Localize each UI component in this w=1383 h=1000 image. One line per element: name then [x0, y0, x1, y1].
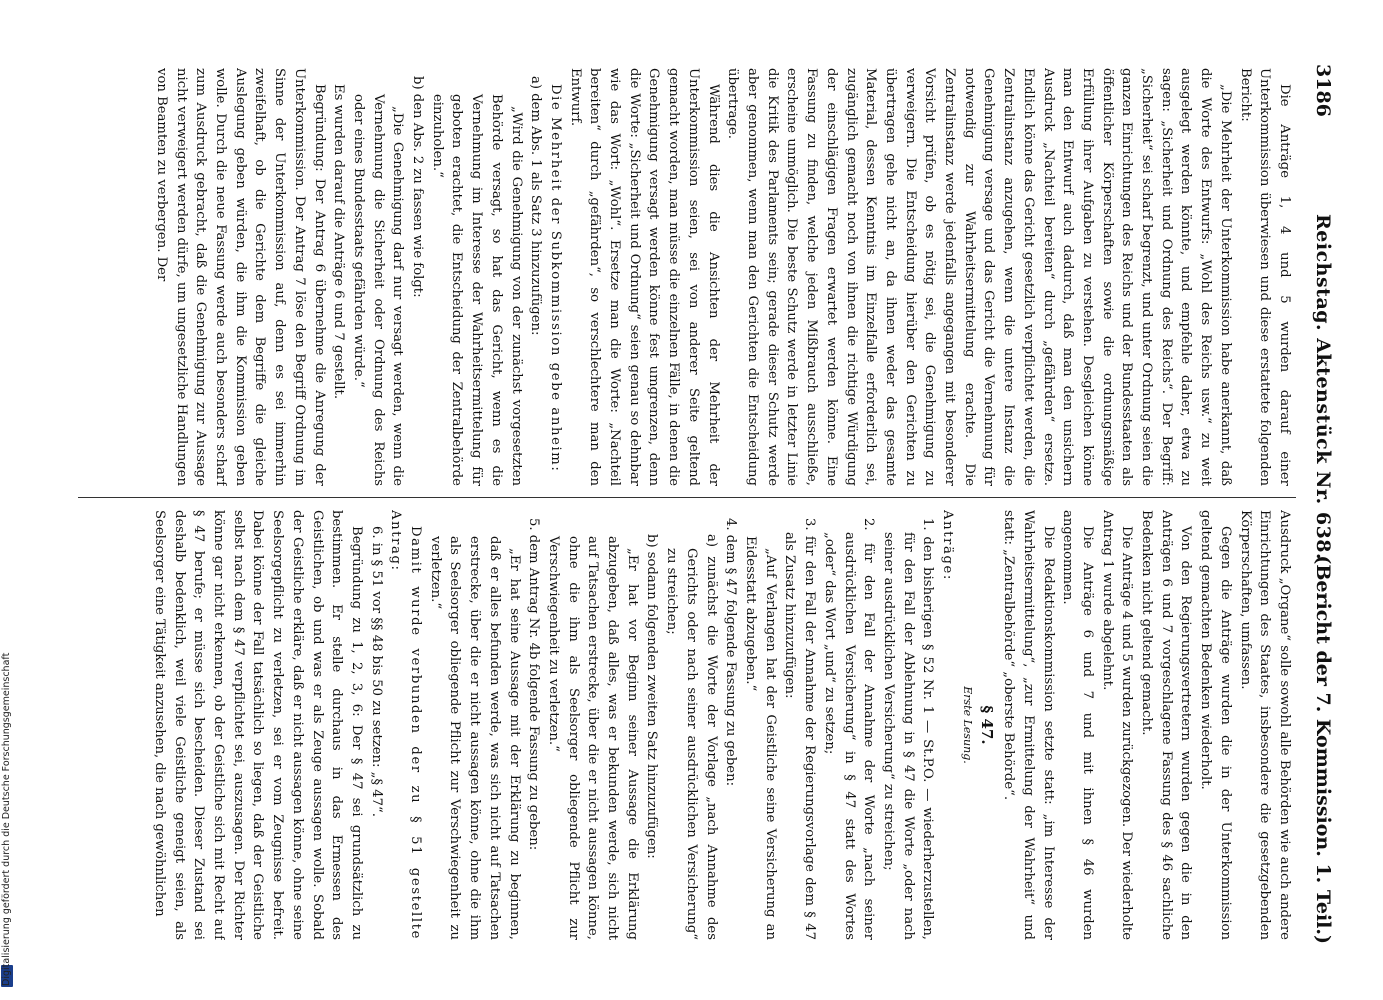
paragraph: Anträge:: [940, 510, 956, 581]
paragraph: Die Mehrheit der Subkommission gebe anheim:: [547, 84, 563, 473]
paragraph: Damit wurde verbunden der zu § 51 gestellte Antrag:: [388, 510, 424, 940]
paragraph: „Die Mehrheit der Unterkommission habe anerkannt, daß die Worte des Entwurfs: „Wohl des Reichs usw.“ zu weit ausgelegt werden könnte, und empfehle daher, etwa zu sagen: „Sicherheit und Ordnung des Reichs“. Der Begriff: „Sicherheit“ sei scharf begrenzt, und unter Ordnung seien die ganzen Einrichtungen des Reichs und der Bundesstaaten als öffentlicher Körperschaften sowie die ordnungsmäßige Erfüllung ihrer Aufgaben zu verstehen. Desgleichen könne man den Entwurf auch dadurch, daß man den unsichern Ausdruck „Nachteil bereiten“ durch „gefährden“ ersetze. Endlich könne das Gericht gesetzlich verpflichtet werden, die Zentralinstanz anzugehen, wenn die untere Instanz die Genehmigung versage und das Gericht die Vernehmung für notwendig zur Wahrheitsermittelung erachte. Die Zentralinstanz werde jedenfalls angegangen mit besonderer Vorsicht prüfen, ob es nötig sei, die Genehmigung zu verweigern. Die Entscheidung hierüber den Gerichten zu übertragen gehe nicht an, da ihnen weder das gesamte Material, dessen Kenntnis im Einzelfalle erforderlich sei, zugänglich gemacht noch von ihnen die richtige Würdigung der einschlägigen Fragen erwartet werden könne. Eine Fassung zu finden, welche jeden Mißbrauch ausschließe, erscheine unmöglich. Die beste Schutz werde in letzter Linie die Kritik des Parlaments sein; gerade dieser Schutz werde aber genommen, wenn man den Gerichten die Entscheidung übertrage.: [725, 68, 1233, 486]
list-item: b) sodann folgenden zweiten Satz hinzuzufügen:: [644, 534, 660, 859]
paragraph: Während dies die Ansichten der Mehrheit der Unterkommission seien, sei von anderer Seite geltend gemacht worden, man müsse die einzelnen Fälle, in denen die Genehmigung versagt werden könne fest umgrenzen, denn die Worte: „Sicherheit und Ordnung“ seien genau so dehnbar wie das Wort: „Wohl“. Ersetze man die Worte: „Nachteil bereiten“ durch „gefährden“, so verschlechtere man den Entwurf.: [567, 68, 721, 486]
document-page: [74, 64, 1336, 944]
quote: „Auf Verlangen hat der Geistliche seine Versicherung an Eidesstatt abzugeben.“: [743, 536, 778, 940]
paragraph: Von den Regierungsvertretern wurden gegen die in den Anträgen 6 und 7 vorgeschlagene Fassung des § 46 sachliche Bedenken nicht geltend gemacht.: [1139, 510, 1194, 940]
quote: „Er hat vor Beginn seiner Aussage die Erklärung abzugeben, daß alles, was er bekunden werde, sich nicht auf Tatsachen erstrecke, über die er nicht aussagen könne, ohne die ihm als Seelsorger obliegende Pflicht zur Verschwiegenheit zu verletzen.“: [545, 536, 640, 940]
paragraph: 6. in § 51 vor §§ 48 bis 50 zu setzen: „§ 47“.: [368, 526, 384, 817]
paragraph: Die Anträge 6 und 7 und mit ihnen § 46 wurden angenommen.: [1060, 510, 1095, 940]
page-header: [1300, 64, 1336, 944]
left-column: [79, 68, 1294, 486]
list-item: 2. für den Fall der Annahme der Worte „nach seiner ausdrücklichen Versicherung“ in § 47 statt des Wortes „oder“ das Wort „und“ zu setzen;: [821, 518, 877, 940]
paragraph: Die Redaktionskommission setzte statt: „im Interesse der Wahrheitsermittelung“, „zur Ermittelung der Wahrheit“ und statt: „Zentralbehörde“ „oberste Behörde“.: [1001, 510, 1056, 940]
paragraph: Gegen die Anträge wurden die in der Unterkommission geltend gemachten Bedenken wiederholt.: [1198, 510, 1233, 940]
list-item: a) zunächst die Worte der Vorlage „nach Annahme des Gerichts oder nach seiner ausdrücklichen Versicherung“ zu streichen;: [664, 534, 719, 940]
list-item: a) dem Abs. 1 als Satz 3 hinzuzufügen:: [528, 76, 544, 336]
list-item: 3. für den Fall der Annahme der Regierungsvorlage dem § 47 als Zusatz hinzuzufügen:: [782, 518, 818, 940]
paragraph: Die Anträge 4 und 5 wurden zurückgezogen. Der wiederholte Antrag 1 wurde abgelehnt.: [1099, 510, 1135, 940]
list-item: 4. dem § 47 folgende Fassung zu geben:: [723, 518, 739, 787]
paragraph: Ausdruck „Organe“ solle sowohl alle Behörden wie auch andere Einrichtungen des Staates, insbesondere die gesetzgebenden Körperschaften, umfassen.: [1237, 510, 1292, 940]
column-divider: [78, 497, 1296, 498]
section-subheading: Erste Lesung.: [960, 686, 974, 764]
paragraph: Begründung: Der Antrag 6 übernehme die Anregung der Unterkommission. Der Antrag 7 löse den Begriff Ordnung im Sinne der Unterkommission auf, denn es sei immerhin zweifelhaft, ob die Gerichte dem Begriffe die gleiche Auslegung geben würden, die ihm die Kommission geben wolle. Durch die neue Fassung werde auch besonders scharf zum Ausdruck gebracht, daß die Genehmigung zur Aussage nicht verweigert werden dürfe, um ungesetzliche Handlungen von Beamten zu verbergen. Der: [153, 68, 327, 486]
section-heading: § 47.: [978, 705, 997, 745]
paragraph: Es wurden darauf die Anträge 6 und 7 gestellt.: [331, 84, 347, 400]
page-subtitle: (Bericht der 7. Kommission. 1. Teil.): [1312, 555, 1334, 944]
quote: „Die Genehmigung darf nur versagt werden, wenn die Vernehmung die Sicherheit oder Ordnung des Reichs oder eines Bundesstaats gefährden würde.“: [350, 94, 406, 486]
quote: „Wird die Genehmigung von der zunächst vorgesetzten Behörde versagt, so hat das Gericht, wenn es die Vernehmung im Interesse der Wahrheitsermittelung für geboten erachtet, die Entscheidung der Zentralbehörde einzuholen.“: [429, 94, 524, 486]
list-item: 5. dem Antrag Nr. 4b folgende Fassung zu geben:: [526, 518, 542, 851]
page-title: Reichstag. Aktenstück Nr. 638.: [1312, 214, 1334, 561]
footer-credit: Digitalisierung gefördert durch die Deutsche Forschungsgemeinschaft: [1, 652, 12, 986]
paragraph: Begründung zu 1, 2, 3, 6: Der § 47 sei grundsätzlich zu bestimmen. Er stelle durchaus in das Ermessen des Geistlichen, ob und was er als Zeuge aussagen wolle. Sobald der Geistliche erkläre, daß er nicht aussagen könne, ohne seine Seelsorgepflicht zu verletzen, sei er vom Zeugnisse befreit. Dabei könne der Fall tatsächlich so liegen, daß der Geistliche selbst nach dem § 47 verpflichtet sei, auszusagen. Der Richter könne gar nicht erkennen, ob der Geistliche sich mit Recht auf § 47 berufe; er müsse sich bescheiden. Dieser Zustand sei deshalb bedenklich, weil viele Geistliche geneigt seien, als Seelsorger eine Tätigkeit anzusehen, die nach gewöhnlichen: [151, 510, 364, 940]
right-column: [79, 510, 1294, 940]
quote: „Er hat seine Aussage mit der Erklärung zu beginnen, daß er alles befunden werde, was sich nicht auf Tatsachen erstrecke, über die er nicht aussagen könne, ohne die ihm als Seelsorger obliegende Pflicht zur Verschwiegenheit zu verletzen.“: [427, 536, 522, 940]
list-item: b) den Abs. 2 zu fassen wie folgt:: [410, 76, 426, 298]
page-number: 3186: [1312, 64, 1334, 117]
paragraph: Die Anträge 1, 4 und 5 wurden darauf einer Unterkommission überwiesen und diese erstattete folgenden Bericht:: [1237, 68, 1292, 486]
list-item: 1. den bisherigen § 52 Nr. 1 — St.P.O. — wiederherzustellen, für den Fall der Ablehnung in § 47 die Worte „oder nach seiner ausdrücklichen Versicherung“ zu streichen;: [880, 518, 936, 940]
